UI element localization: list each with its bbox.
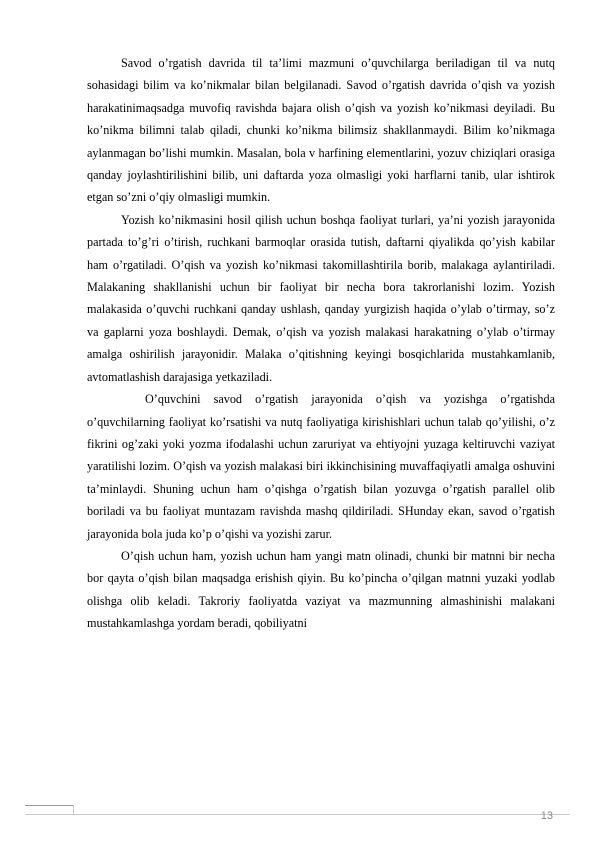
paragraph-1: Savod o’rgatish davrida til ta’limi mazmuni o’quvchilarga beriladigan til va nutq sohasidagi bilim va ko’nikmalar bilan belgilanadi. Savod o’rgatish davrida o’qish va yozish harakatinimaqsadga muvofiq ravishda bajara olish o’qish va yozish ko’nikmasi deyiladi. Bu ko’nikma bilimni talab qiladi, chunki ko’nikma bilimsiz shakllanmaydi. Bilim ko’nikmaga aylanmagan bo’lishi mumkin. Masalan, bola v harfining elementlarini, yozuv chiziqlari orasiga qanday joylashtirilishini bilib, uni daftarda yoza olmasligi yoki harflarni tanib, ular ishtirok etgan so’zni o’qiy olmasligi mumkin.: [87, 56, 555, 205]
footer-rule: [25, 814, 570, 815]
footer-rule-short: [25, 805, 73, 806]
paragraph-2: Yozish ko’nikmasini hosil qilish uchun boshqa faoliyat turlari, ya’ni yozish jarayonida partada to’g’ri o’tirish, ruchkani barmoqlar orasida tutish, daftarni qiyalikda qo’yish kabilar ham o’rgatiladi. O’qish va yozish ko’nikmasi takomillashtirila borib, malakaga aylantiriladi. Malakaning shakllanishi uchun bir faoliyat bir necha bora takrorlanishi lozim. Yozish malakasida o’quvchi ruchkani qanday ushlash, qanday yurgizish haqida o’ylab o’tirmay, so’z va gaplarni yoza boshlaydi. Demak, o’qish va yozish malakasi harakatning o’ylab o’tirmay amalga oshirilish jarayonidir. Malaka o’qitishning keyingi bosqichlarida mustahkamlanib, avtomatlashish darajasiga yetkaziladi.: [87, 212, 555, 384]
document-body: [87, 52, 555, 635]
paragraph-3: O’quvchini savod o’rgatish jarayonida o’qish va yozishga o’rgatishda o’quvchilarning faoliyat ko’rsatishi va nutq faoliyatiga kirishishlari uchun talab qo’yilishi, o’z fikrini og’zaki yoki yozma ifodalashi uchun zaruriyat va ehtiyojni yuzaga keltiruvchi vaziyat yaratilishi lozim. O’qish va yozish malakasi biri ikkinchisining muvaffaqiyatli amalga oshuvini ta’minlaydi. Shuning uchun ham o’qishga o’rgatish bilan yozuvga o’rgatish parallel olib boriladi va bu faoliyat muntazam ravishda mashq qildiriladi. SHunday ekan, savod o’rgatish jarayonida bola juda ko’p o’qishi va yozishi zarur.: [87, 392, 555, 541]
page-number: 13: [540, 810, 553, 822]
paragraph-4: O’qish uchun ham, yozish uchun ham yangi matn olinadi, chunki bir matnni bir necha bor qayta o’qish bilan maqsadga erishish qiyin. Bu ko’pincha o’qilgan matnni yuzaki yodlab olishga olib keladi. Takroriy faoliyatda vaziyat va mazmunning almashinishi malakani mustahkamlashga yordam beradi, qobiliyatni: [87, 548, 555, 631]
footer-rule-tick: [73, 805, 74, 814]
